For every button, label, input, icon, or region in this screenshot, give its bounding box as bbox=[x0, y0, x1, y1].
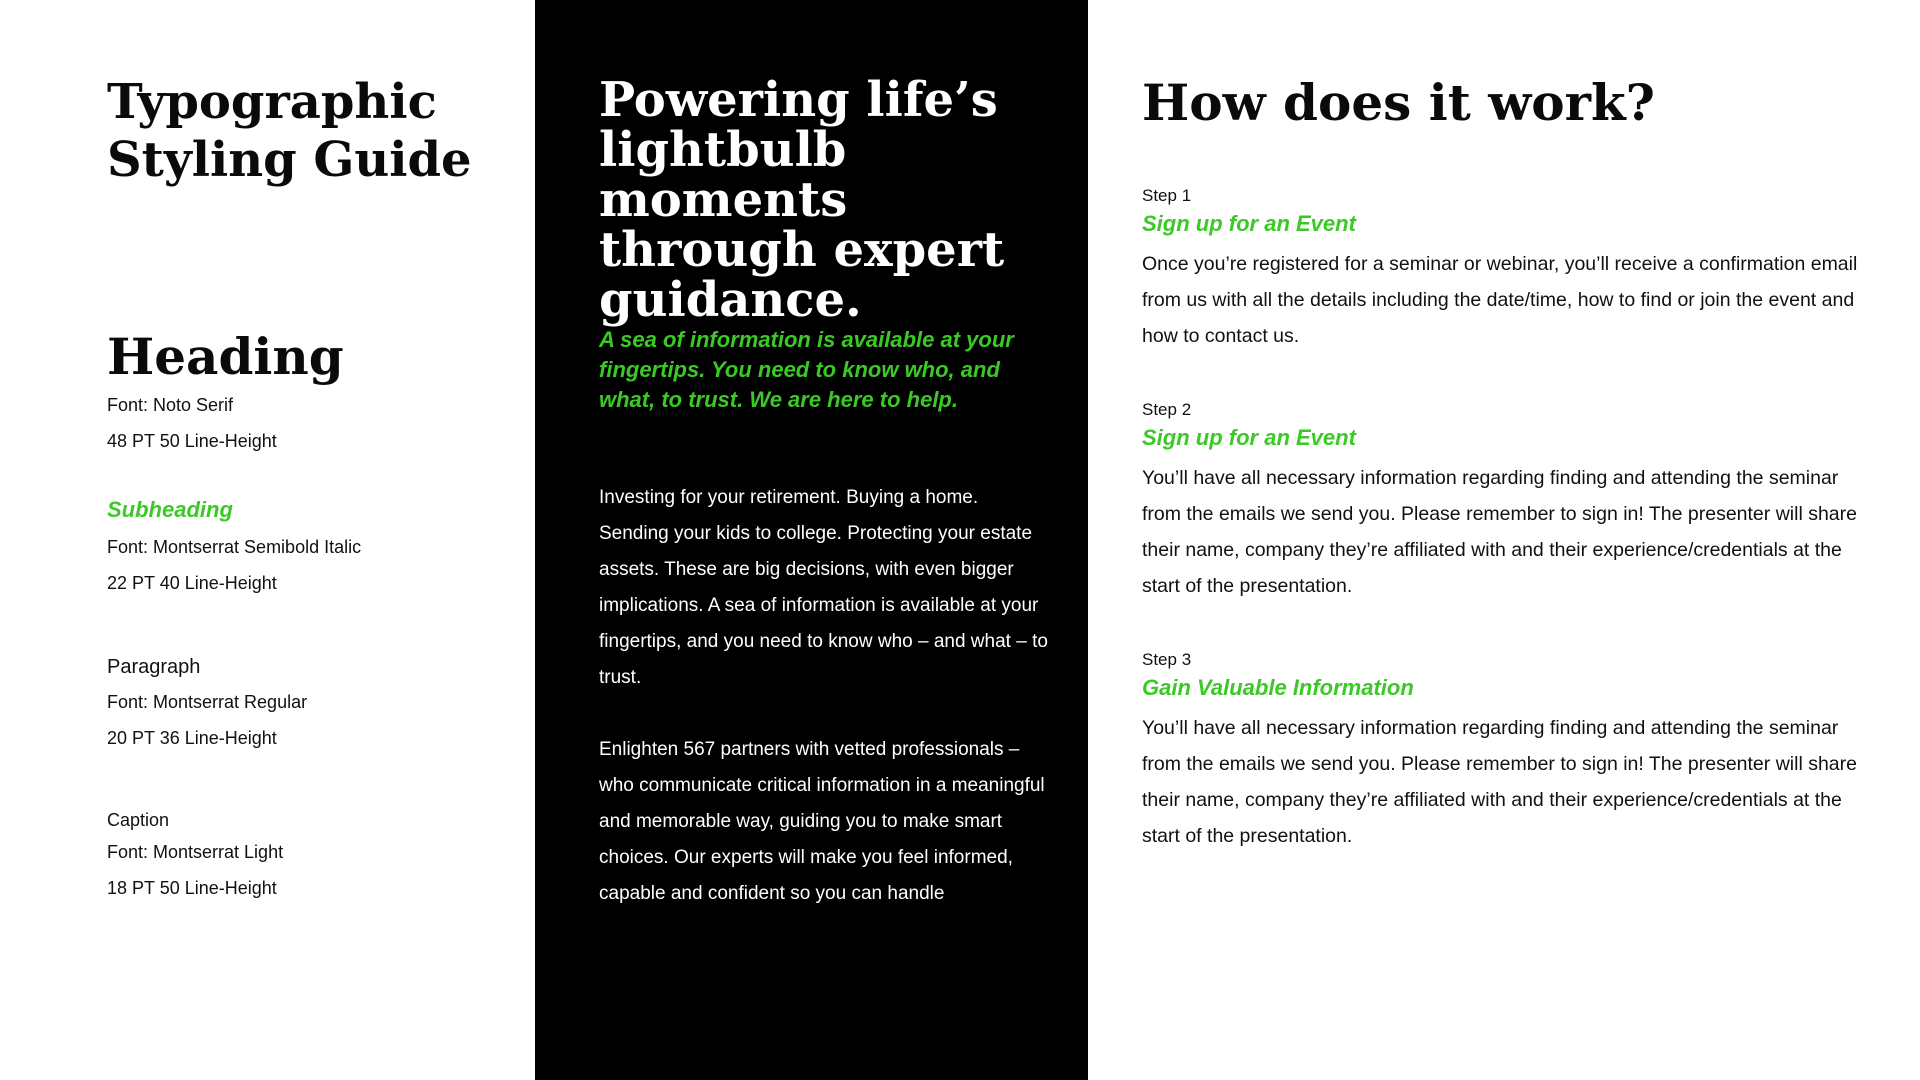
subheading-size: 22 PT 40 Line-Height bbox=[107, 573, 277, 593]
subheading-sample: Subheading bbox=[107, 497, 233, 522]
step-label: Step 1 bbox=[1142, 186, 1192, 205]
step-item bbox=[1142, 398, 1882, 604]
heading-spec bbox=[107, 327, 527, 459]
heading-sample: Heading bbox=[107, 327, 344, 386]
intro-paragraph-2: Enlighten 567 partners with vetted professionals – who communicate critical information in a meaningful and memorable way, guiding you to make smart choices. Our experts will make you feel informed, capable and confident so you can handle bbox=[599, 739, 1045, 904]
caption-spec bbox=[107, 806, 527, 906]
step-text: Once you’re registered for a seminar or webinar, you’ll receive a confirmation email from us with all the details including the date/time, how to find or join the event and how to contact us. bbox=[1142, 253, 1858, 347]
intro-panel bbox=[535, 0, 1088, 1080]
subheading-font: Font: Montserrat Semibold Italic bbox=[107, 537, 362, 557]
heading-size: 48 PT 50 Line-Height bbox=[107, 431, 277, 451]
how-it-works-title: How does it work? bbox=[1142, 73, 1655, 132]
intro-paragraph-1: Investing for your retirement. Buying a home. Sending your kids to college. Protecting your estate assets. These are big decisions, with even bigger implications. A sea of information is available at your fingertips, and you need to know who – and what – to trust. bbox=[599, 487, 1048, 688]
step-item bbox=[1142, 648, 1882, 854]
subheading-spec bbox=[107, 495, 527, 601]
step-label: Step 3 bbox=[1142, 650, 1192, 669]
paragraph-sample: Paragraph bbox=[107, 656, 201, 678]
paragraph-spec bbox=[107, 652, 527, 756]
caption-sample: Caption bbox=[107, 810, 170, 830]
caption-font: Font: Montserrat Light bbox=[107, 842, 284, 862]
paragraph-size: 20 PT 36 Line-Height bbox=[107, 728, 277, 748]
style-guide-column bbox=[0, 0, 535, 1080]
step-title: Sign up for an Event bbox=[1142, 211, 1356, 236]
step-item bbox=[1142, 184, 1882, 354]
step-text: You’ll have all necessary information regarding finding and attending the seminar from the emails we send you. Please remember to sign in! The presenter will share their name, company they’re affiliated with and their experience/credentials at the start of the presentation. bbox=[1142, 717, 1857, 847]
paragraph-font: Font: Montserrat Regular bbox=[107, 692, 308, 712]
intro-lead: A sea of information is available at your fingertips. You need to know who, and what, to trust. We are here to help. bbox=[599, 327, 1014, 412]
caption-size: 18 PT 50 Line-Height bbox=[107, 878, 277, 898]
heading-font: Font: Noto Serif bbox=[107, 395, 234, 415]
how-it-works-column bbox=[1088, 0, 1920, 1080]
guide-title: Typographic Styling Guide bbox=[107, 74, 472, 188]
step-label: Step 2 bbox=[1142, 400, 1192, 419]
step-title: Gain Valuable Information bbox=[1142, 675, 1414, 700]
step-text: You’ll have all necessary information regarding finding and attending the seminar from the emails we send you. Please remember to sign in! The presenter will share their name, company they’re affiliated with and their experience/credentials at the start of the presentation. bbox=[1142, 467, 1857, 597]
step-title: Sign up for an Event bbox=[1142, 425, 1356, 450]
intro-title: Powering life’s lightbulb moments through expert guidance. bbox=[599, 72, 1005, 328]
